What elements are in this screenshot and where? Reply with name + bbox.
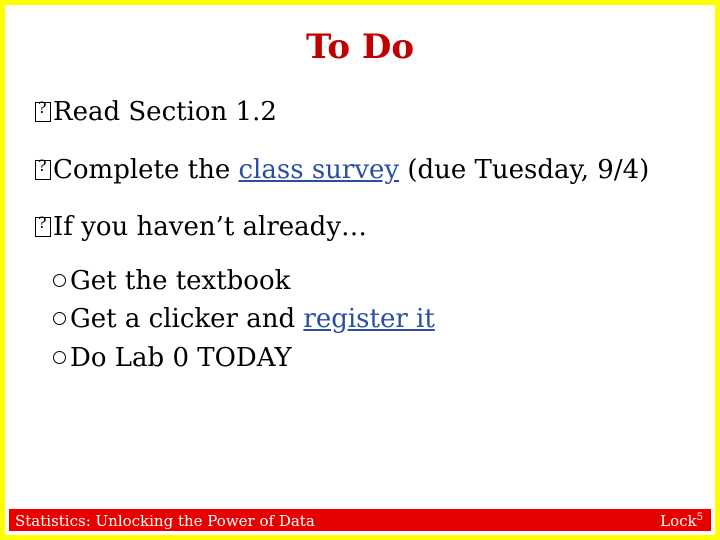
missing-glyph-box-icon [35, 217, 51, 237]
subbullet-text: Do Lab 0 TODAY [70, 343, 292, 373]
bullet-class-survey [35, 155, 649, 185]
hollow-circle-icon [53, 312, 66, 325]
bullet-text-suffix: (due Tuesday, 9/4) [399, 155, 650, 185]
subbullet-textbook [53, 266, 290, 296]
register-it-link[interactable]: register it [303, 304, 435, 334]
bullet-if-not-already [35, 212, 367, 242]
hollow-circle-icon [53, 351, 66, 364]
footer-author-name: Lock [660, 512, 697, 530]
subbullet-text: Get the textbook [70, 266, 291, 296]
bullet-text: If you haven’t already… [53, 212, 368, 242]
subbullet-clicker [53, 304, 435, 334]
footer-author-superscript: 5 [696, 512, 703, 523]
bullet-read-section [35, 97, 277, 127]
missing-glyph-box-icon [35, 102, 51, 122]
footer-author [660, 512, 703, 530]
hollow-circle-icon [53, 274, 66, 287]
footer-book-title: Statistics: Unlocking the Power of Data [15, 512, 315, 530]
footer-bar [9, 509, 711, 531]
class-survey-link[interactable]: class survey [238, 155, 400, 185]
bullet-text: Read Section 1.2 [53, 97, 277, 127]
subbullet-text-prefix: Get a clicker and [70, 304, 304, 334]
missing-glyph-box-icon [35, 160, 51, 180]
bullet-text-prefix: Complete the [53, 155, 239, 185]
slide-title: To Do [305, 27, 415, 67]
subbullet-lab [53, 343, 292, 373]
